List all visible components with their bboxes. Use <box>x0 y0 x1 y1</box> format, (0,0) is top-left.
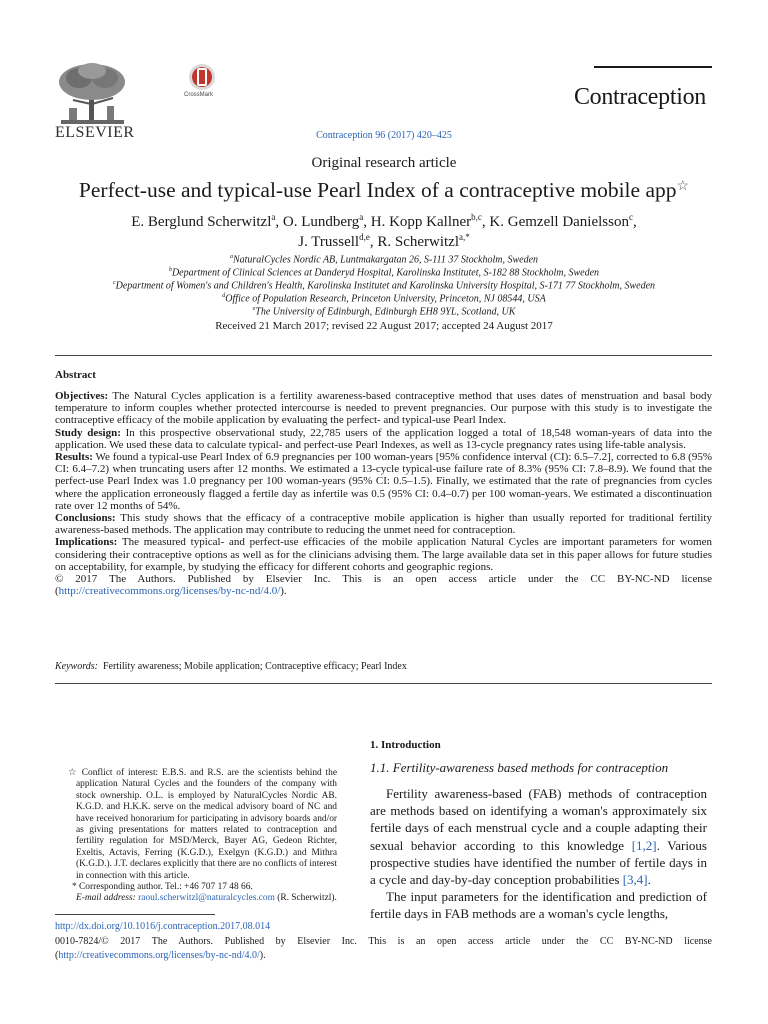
author-affiliation-marker: c <box>628 212 633 222</box>
email-name: (R. Scherwitzl). <box>277 893 337 904</box>
email-link[interactable]: raoul.scherwitzl@naturalcycles.com <box>138 893 275 904</box>
author <box>489 214 636 230</box>
conclusions-text: This study shows that the efficacy of a contraceptive mobile application is higher than usually reported for traditional fertility awareness-based methods. The application may contribute to reducing the unmet need for contraception. <box>55 512 712 537</box>
divider <box>55 355 712 356</box>
intro-text: . Various prospective studies have identified the number of fertile days in a cycle and day-by-day conception probabilities <box>370 837 707 888</box>
journal-rule <box>594 66 712 68</box>
intro-body <box>370 785 707 923</box>
affiliation-marker: b <box>168 267 172 273</box>
author <box>371 214 490 230</box>
article-type: Original research article <box>311 155 457 171</box>
author-separator: , <box>632 214 637 230</box>
author-list <box>0 212 768 231</box>
conflict-footnote <box>62 768 337 905</box>
author-affiliation-marker: b,c <box>471 212 482 222</box>
intro-text: . <box>647 872 651 888</box>
affiliation <box>0 306 768 317</box>
crossmark-label: CrossMark <box>184 92 214 98</box>
affiliation-text: Department of Clinical Sciences at Danderyd Hospital, Karolinska Institutet, S-182 88 Stockholm, Sweden <box>171 267 600 279</box>
affiliation <box>0 254 768 265</box>
author-separator: , <box>275 214 283 230</box>
author-name[interactable]: R. Scherwitzl <box>377 234 460 250</box>
citation-link[interactable]: [3,4] <box>622 872 648 888</box>
license-link[interactable]: http://creativecommons.org/licenses/by-nc-nd/4.0/ <box>58 585 281 598</box>
author-affiliation-marker: a <box>359 212 364 222</box>
affiliation-marker: e <box>252 306 256 312</box>
author-name[interactable]: H. Kopp Kallner <box>370 214 472 230</box>
publisher-name: ELSEVIER <box>55 124 135 141</box>
author-name[interactable]: O. Lundberg <box>282 214 360 230</box>
divider <box>55 683 712 684</box>
author-affiliation-marker: a,* <box>459 232 470 242</box>
footnote-star-icon: ☆ <box>68 768 78 778</box>
author-name[interactable]: E. Berglund Scherwitzl <box>131 214 272 230</box>
abstract-heading: Abstract <box>55 369 96 381</box>
journal-name: Contraception <box>573 84 706 110</box>
author-separator: , <box>369 234 378 250</box>
email-label: E-mail address: <box>76 893 136 904</box>
intro-text: Fertility awareness-based (FAB) methods of contraception are methods based on identifying a woman's approximately six fertile days of each menstrual cycle and a couple adapting their sexual behavior according to this knowledge <box>370 786 707 853</box>
author-name[interactable]: K. Gemzell Danielsson <box>489 214 629 230</box>
title-text: Perfect-use and typical-use Pearl Index of a contraceptive mobile app <box>78 178 677 202</box>
affiliation-text: NaturalCycles Nordic AB, Luntmakargatan 26, S-111 37 Stockholm, Sweden <box>232 254 539 266</box>
intro-paragraph: The input parameters for the identification and prediction of fertile days in FAB methods are a woman's cycle lengths, <box>370 889 707 922</box>
license-text: © 2017 The Authors. Published by Elsevier Inc. This is an open access article under the CC BY-NC-ND license ( <box>55 573 712 598</box>
objectives-label: Objectives: <box>55 390 109 402</box>
doi-link[interactable]: http://dx.doi.org/10.1016/j.contraception.2017.08.014 <box>55 921 271 932</box>
copyright-end: ). <box>259 949 266 961</box>
affiliation <box>0 293 768 304</box>
section-heading: 1. Introduction <box>370 739 441 751</box>
author <box>298 234 377 250</box>
author-name[interactable]: J. Trussell <box>298 234 360 250</box>
author-separator: , <box>481 214 490 230</box>
author-affiliation-marker: a <box>271 212 276 222</box>
author <box>377 234 469 250</box>
email-line <box>62 893 337 904</box>
affiliation <box>0 267 768 278</box>
footnote-rule <box>55 914 215 915</box>
results-text: We found a typical-use Pearl Index of 6.9 pregnancies per 100 woman-years [95% confidence interval (CI): 6.5–7.2], corrected to 6.8 (95% CI: 6.4–7.2) when truncating users after 12 months. We estimated a 13-cycle typical-use failure rate of 8.3% (95% CI: 7.8–8.9). We found that the perfect-use Pearl Index was 1.0 pregnancy per 100 woman-years (95% CI: 0.5–1.5). Finally, we estimated that the rate of pregnancies from cycles where the application erroneously flagged a fertile day as infertile was 0.5 (95% CI: 0.4–0.7) per 100 woman-years. We estimated a discontinuation rate over 12 months of 54%. <box>55 451 712 512</box>
conflict-text: Conflict of interest: E.B.S. and R.S. are the scientists behind the application Natural Cycles and the founders of the company with stock ownership. O.L. is employed by NaturalCycles Nordic AB. K.G.D. and H.K.K. serve on the medical advisory board of NC and have received honorarium for participating in advisory boards and/or as giving presentations for matters related to contraception and fertility regulation for MSD/Merck, Bayer AG, Gedeon Richter, Exeltis, Actavis, Ferring (K.G.D.), Exelgyn (K.G.D.) and Mithra (K.G.D.). J.T. declares explicitly that there are no conflicts of interest in connection with this article. <box>76 768 338 881</box>
results-label: Results: <box>55 451 93 464</box>
keywords-text: Fertility awareness; Mobile application; Contraceptive efficacy; Pearl Index <box>102 661 407 672</box>
abstract-implications <box>55 536 712 573</box>
abstract-body <box>55 390 712 597</box>
author-affiliation-marker: d,e <box>359 232 370 242</box>
subsection-heading: 1.1. Fertility-awareness based methods for contraception <box>370 760 669 775</box>
conclusions-label: Conclusions: <box>55 512 116 525</box>
affiliation-marker: c <box>112 280 116 286</box>
keywords-label: Keywords: <box>55 661 98 672</box>
abstract-design <box>55 427 712 451</box>
implications-text: The measured typical- and perfect-use efficacies of the mobile application Natural Cycles are important parameters for women considering their contraceptive options as well as for the clinicians advising them. The large available data set in this paper allows for future studies on acceptability, for example, by studying the efficacy for different cohorts and geographic regions. <box>55 536 712 573</box>
author-separator: , <box>363 214 371 230</box>
abstract-results <box>55 451 712 512</box>
citation-link[interactable]: [1,2] <box>631 837 657 853</box>
copyright-license-link[interactable]: http://creativecommons.org/licenses/by-nc-nd/4.0/ <box>58 949 260 961</box>
copyright-text: 0010-7824/© 2017 The Authors. Published by Elsevier Inc. This is an open access article under the CC BY-NC-ND license ( <box>55 936 712 961</box>
affiliation-marker: a <box>229 254 233 260</box>
author-list-continued <box>0 232 768 251</box>
abstract-conclusions <box>55 512 712 536</box>
affiliation <box>0 280 768 291</box>
affiliation-text: Office of Population Research, Princeton University, Princeton, NJ 08544, USA <box>225 293 546 305</box>
objectives-text: The Natural Cycles application is a fertility awareness-based contraceptive method that uses dates of menstruation and basal body temperature to inform couples whether protected intercourse is needed to prevent pregnancies. Our purpose with this study is to investigate the contraceptive efficacy of the mobile application by evaluating the perfect- and typical-use Pearl Index. <box>55 390 712 427</box>
title-footnote-star-icon[interactable]: ☆ <box>676 179 690 194</box>
affiliation-text: The University of Edinburgh, Edinburgh EH8 9YL, Scotland, UK <box>255 306 516 318</box>
affiliation-text: Department of Women's and Children's Health, Karolinska Institutet and Karolinska University Hospital, S-171 77 Stockholm, Sweden <box>115 280 656 292</box>
journal-citation[interactable]: Contraception 96 (2017) 420–425 <box>316 130 452 141</box>
license-end: ). <box>280 585 287 598</box>
design-text: In this prospective observational study, 22,785 users of the application logged a total of 18,548 woman-years of data into the application. We used these data to calculate typical- and perfect-use Pearl Indexes, as well as 13-cycle pregnancy rates using life-table analysis. <box>55 426 712 451</box>
implications-label: Implications: <box>55 536 118 549</box>
abstract-objectives <box>55 390 712 427</box>
corresponding-author: * Corresponding author. Tel.: +46 707 17 48 66. <box>72 882 253 893</box>
received-dates: Received 21 March 2017; revised 22 August 2017; accepted 24 August 2017 <box>215 320 553 332</box>
author <box>131 214 283 230</box>
affiliation-marker: d <box>222 293 226 299</box>
keywords <box>55 661 407 672</box>
author <box>283 214 371 230</box>
design-label: Study design: <box>55 426 121 439</box>
copyright-line <box>55 935 712 962</box>
intro-paragraph <box>370 785 707 888</box>
abstract-license <box>55 573 712 597</box>
article-title <box>0 178 768 203</box>
